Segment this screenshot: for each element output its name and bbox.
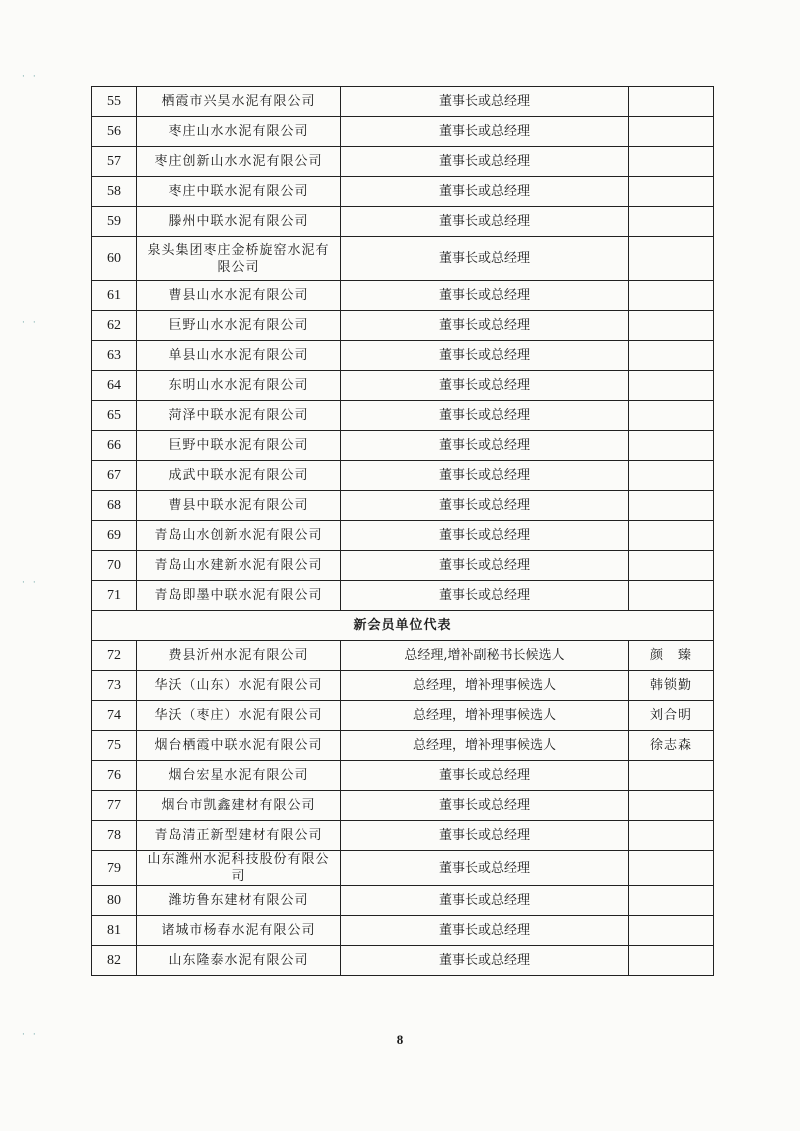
company-name: 费县沂州水泥有限公司: [137, 641, 341, 671]
position: 董事长或总经理: [341, 851, 629, 886]
representative-name: [629, 281, 714, 311]
position: 董事长或总经理: [341, 341, 629, 371]
row-number: 72: [92, 641, 137, 671]
company-name: 青岛山水建新水泥有限公司: [137, 551, 341, 581]
row-number: 76: [92, 761, 137, 791]
representative-name: [629, 886, 714, 916]
representative-name: [629, 851, 714, 886]
position: 董事长或总经理: [341, 281, 629, 311]
scan-marks: ··: [22, 1030, 44, 1040]
position: 董事长或总经理: [341, 886, 629, 916]
representative-name: 韩锁勤: [629, 671, 714, 701]
row-number: 73: [92, 671, 137, 701]
row-number: 66: [92, 431, 137, 461]
row-number: 79: [92, 851, 137, 886]
company-name: 曹县山水水泥有限公司: [137, 281, 341, 311]
table-row: [92, 821, 714, 851]
section-title: 新会员单位代表: [92, 611, 714, 641]
table-row: [92, 401, 714, 431]
scan-marks: ··: [22, 72, 44, 82]
position: 董事长或总经理: [341, 581, 629, 611]
representative-name: 徐志森: [629, 731, 714, 761]
company-name: 成武中联水泥有限公司: [137, 461, 341, 491]
company-name: 枣庄中联水泥有限公司: [137, 177, 341, 207]
company-name: 青岛即墨中联水泥有限公司: [137, 581, 341, 611]
row-number: 75: [92, 731, 137, 761]
table-row: [92, 431, 714, 461]
company-name: 诸城市杨春水泥有限公司: [137, 916, 341, 946]
table-row: [92, 341, 714, 371]
representative-name: [629, 401, 714, 431]
position: 总经理,增补副秘书长候选人: [341, 641, 629, 671]
company-name: 枣庄山水水泥有限公司: [137, 117, 341, 147]
company-name: 枣庄创新山水水泥有限公司: [137, 147, 341, 177]
representative-name: [629, 946, 714, 976]
position: 董事长或总经理: [341, 311, 629, 341]
company-name: 山东潍州水泥科技股份有限公司: [137, 851, 341, 886]
table-row: [92, 521, 714, 551]
table-row: [92, 671, 714, 701]
table-row: [92, 87, 714, 117]
representative-name: [629, 461, 714, 491]
representative-name: [629, 311, 714, 341]
table-row: [92, 701, 714, 731]
row-number: 57: [92, 147, 137, 177]
representative-name: [629, 87, 714, 117]
page-number: 8: [396, 1032, 404, 1047]
table-row: [92, 117, 714, 147]
position: 董事长或总经理: [341, 521, 629, 551]
representative-name: [629, 341, 714, 371]
scan-marks: ··: [22, 318, 44, 328]
table-row: [92, 791, 714, 821]
representative-name: [629, 821, 714, 851]
position: 董事长或总经理: [341, 791, 629, 821]
position: 董事长或总经理: [341, 147, 629, 177]
company-name: 栖霞市兴昊水泥有限公司: [137, 87, 341, 117]
table-row: [92, 491, 714, 521]
table-row: [92, 851, 714, 886]
company-name: 巨野中联水泥有限公司: [137, 431, 341, 461]
position: 董事长或总经理: [341, 237, 629, 281]
position: 董事长或总经理: [341, 207, 629, 237]
row-number: 82: [92, 946, 137, 976]
representative-name: [629, 117, 714, 147]
company-name: 菏泽中联水泥有限公司: [137, 401, 341, 431]
table-row: [92, 371, 714, 401]
row-number: 59: [92, 207, 137, 237]
representative-name: [629, 521, 714, 551]
row-number: 64: [92, 371, 137, 401]
company-name: 华沃（枣庄）水泥有限公司: [137, 701, 341, 731]
position: 董事长或总经理: [341, 461, 629, 491]
position: 董事长或总经理: [341, 916, 629, 946]
row-number: 78: [92, 821, 137, 851]
position: 董事长或总经理: [341, 491, 629, 521]
row-number: 56: [92, 117, 137, 147]
representative-name: [629, 791, 714, 821]
representative-name: [629, 207, 714, 237]
position: 董事长或总经理: [341, 551, 629, 581]
position: 董事长或总经理: [341, 87, 629, 117]
table-row: [92, 461, 714, 491]
representative-name: 刘合明: [629, 701, 714, 731]
company-name: 青岛清正新型建材有限公司: [137, 821, 341, 851]
row-number: 80: [92, 886, 137, 916]
row-number: 60: [92, 237, 137, 281]
section-header-row: [92, 611, 714, 641]
table-row: [92, 916, 714, 946]
representative-name: [629, 237, 714, 281]
representative-name: [629, 916, 714, 946]
row-number: 61: [92, 281, 137, 311]
company-name: 潍坊鲁东建材有限公司: [137, 886, 341, 916]
company-name: 华沃（山东）水泥有限公司: [137, 671, 341, 701]
representative-name: 颜 臻: [629, 641, 714, 671]
row-number: 69: [92, 521, 137, 551]
representative-name: [629, 761, 714, 791]
position: 董事长或总经理: [341, 821, 629, 851]
row-number: 77: [92, 791, 137, 821]
table-row: [92, 237, 714, 281]
row-number: 55: [92, 87, 137, 117]
row-number: 68: [92, 491, 137, 521]
company-name: 烟台市凯鑫建材有限公司: [137, 791, 341, 821]
row-number: 70: [92, 551, 137, 581]
table-row: [92, 551, 714, 581]
company-name: 烟台栖霞中联水泥有限公司: [137, 731, 341, 761]
representative-name: [629, 147, 714, 177]
position: 董事长或总经理: [341, 117, 629, 147]
company-name: 青岛山水创新水泥有限公司: [137, 521, 341, 551]
position: 董事长或总经理: [341, 401, 629, 431]
representative-name: [629, 371, 714, 401]
position: 董事长或总经理: [341, 371, 629, 401]
company-name: 烟台宏星水泥有限公司: [137, 761, 341, 791]
representative-name: [629, 491, 714, 521]
company-name: 曹县中联水泥有限公司: [137, 491, 341, 521]
table-row: [92, 281, 714, 311]
table-row: [92, 641, 714, 671]
table-row: [92, 761, 714, 791]
representative-name: [629, 551, 714, 581]
scan-marks: ··: [22, 578, 44, 588]
company-name: 东明山水水泥有限公司: [137, 371, 341, 401]
company-name: 山东隆泰水泥有限公司: [137, 946, 341, 976]
representative-name: [629, 431, 714, 461]
position: 董事长或总经理: [341, 177, 629, 207]
table-row: [92, 886, 714, 916]
table-row: [92, 731, 714, 761]
representative-name: [629, 581, 714, 611]
position: 总经理，增补理事候选人: [341, 731, 629, 761]
table-row: [92, 147, 714, 177]
table-row: [92, 946, 714, 976]
representative-name: [629, 177, 714, 207]
position: 董事长或总经理: [341, 946, 629, 976]
position: 总经理，增补理事候选人: [341, 671, 629, 701]
table-row: [92, 311, 714, 341]
company-name: 单县山水水泥有限公司: [137, 341, 341, 371]
row-number: 74: [92, 701, 137, 731]
row-number: 62: [92, 311, 137, 341]
row-number: 67: [92, 461, 137, 491]
company-name: 巨野山水水泥有限公司: [137, 311, 341, 341]
row-number: 71: [92, 581, 137, 611]
row-number: 58: [92, 177, 137, 207]
company-name: 泉头集团枣庄金桥旋窑水泥有限公司: [137, 237, 341, 281]
position: 董事长或总经理: [341, 431, 629, 461]
company-name: 滕州中联水泥有限公司: [137, 207, 341, 237]
table-row: [92, 207, 714, 237]
row-number: 81: [92, 916, 137, 946]
position: 董事长或总经理: [341, 761, 629, 791]
member-table: [91, 86, 714, 976]
row-number: 65: [92, 401, 137, 431]
row-number: 63: [92, 341, 137, 371]
position: 总经理，增补理事候选人: [341, 701, 629, 731]
table-row: [92, 581, 714, 611]
table-row: [92, 177, 714, 207]
